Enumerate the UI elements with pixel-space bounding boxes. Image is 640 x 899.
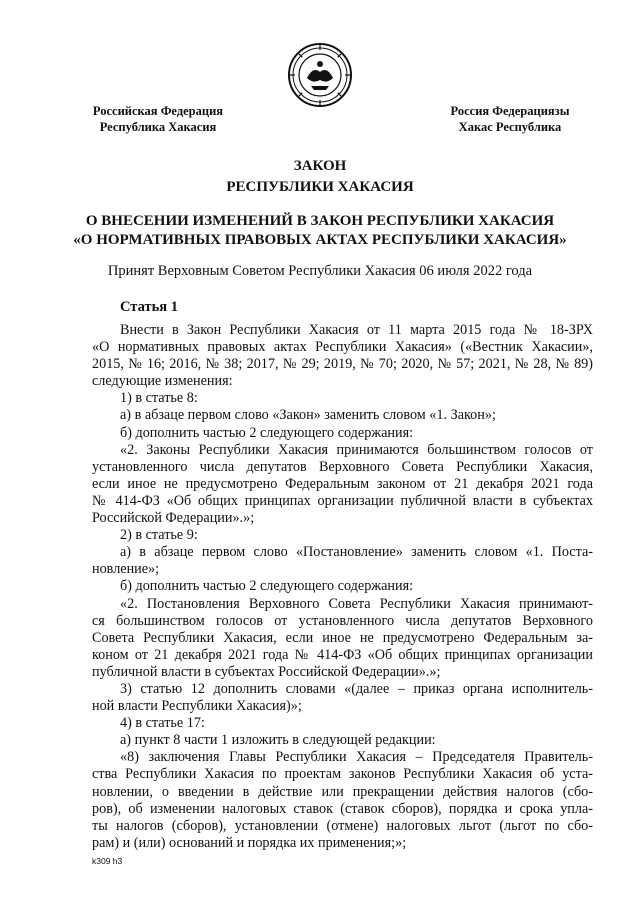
body-line: ной власти Республики Хакасия)»; [92, 698, 302, 715]
body-line: Российской Федерации».»; [92, 510, 255, 527]
body-line: б) дополнить частью 2 следующего содержания: [120, 578, 414, 595]
header-right [430, 103, 590, 135]
body-line: а) пункт 8 части 1 изложить в следующей редакции: [120, 732, 436, 749]
body-line: новление»; [92, 561, 160, 578]
body-line: «2. Постановления Верховного Совета Республики Хакасия принимают- [120, 595, 593, 612]
header-left [78, 103, 238, 135]
body-line: а) в абзаце первом слово «Закон» заменить словом «1. Закон»; [120, 407, 496, 424]
body-line: б) дополнить частью 2 следующего содержания: [120, 424, 414, 441]
title-amendment-line1: О ВНЕСЕНИИ ИЗМЕНЕНИЙ В ЗАКОН РЕСПУБЛИКИ ХАКАСИЯ [85, 213, 555, 229]
body-line: ты налогов (сборов), установлении (отмене) налоговых льгот (льгот по сбо- [92, 817, 593, 834]
body-line: следующие изменения: [92, 373, 233, 390]
body-line: «О нормативных правовых актах Республики Хакасия» («Вестник Хакасии», [92, 339, 593, 356]
footer-code: k309 h3 [92, 856, 123, 866]
header-left-line2: Республика Хакасия [99, 120, 217, 134]
title-law: ЗАКОН [293, 158, 347, 174]
title-republic: РЕСПУБЛИКИ ХАКАСИЯ [226, 179, 414, 195]
body-line: Внести в Закон Республики Хакасия от 11 марта 2015 года № 18-ЗРХ [120, 322, 593, 338]
body-line: 2015, № 16; 2016, № 38; 2017, № 29; 2019, № 70; 2020, № 57; 2021, № 28, № 89) [92, 356, 593, 373]
article-body [92, 322, 593, 852]
body-line: ров), об изменении налоговых ставок (ставок сборов), порядка и срока упла- [92, 800, 593, 817]
body-line: новлении, о введении в действие или прекращении действия налогов (сбо- [92, 783, 593, 800]
body-line: «2. Законы Республики Хакасия принимаются большинством голосов от [120, 441, 593, 458]
adopted-statement: Принят Верховным Советом Республики Хакасия 06 июля 2022 года [107, 263, 533, 279]
coat-of-arms-emblem-icon [287, 42, 353, 108]
title-amendment-line2: «О НОРМАТИВНЫХ ПРАВОВЫХ АКТАХ РЕСПУБЛИКИ ХАКАСИЯ» [73, 232, 567, 248]
body-line: 3) статью 12 дополнить словами «(далее – приказ органа исполнитель- [120, 680, 593, 697]
body-line: 2) в статье 9: [120, 527, 198, 544]
body-line: 4) в статье 17: [120, 715, 205, 732]
body-line: 1) в статье 8: [120, 390, 198, 407]
body-line: рам) и (или) оснований и порядка их применения;»; [92, 834, 407, 851]
body-line: коном от 21 декабря 2021 года № 414-ФЗ «Об общих принципах организации [92, 646, 593, 663]
body-line: ся большинством голосов от установленного числа депутатов Верховного [92, 612, 593, 629]
body-line: № 414-ФЗ «Об общих принципах организации публичной власти в субъектах [92, 492, 593, 509]
body-line: «8) заключения Главы Республики Хакасия – Председателя Правитель- [120, 749, 593, 766]
body-line: ства Республики Хакасия по проектам законов Республики Хакасия об уста- [92, 766, 593, 783]
article-heading: Статья 1 [120, 299, 178, 315]
body-line: а) в абзаце первом слово «Постановление» заменить словом «1. Поста- [120, 544, 593, 561]
body-line: установленного числа депутатов Верховного Совета Республики Хакасия, [92, 458, 593, 475]
body-line: Совета Республики Хакасия, если иное не предусмотрено Федеральным за- [92, 629, 593, 646]
body-line: публичной власти в субъектах Российской Федерации».»; [92, 663, 441, 680]
body-line: если иное не предусмотрено Федеральным законом от 21 декабря 2021 года [92, 475, 593, 492]
header-right-line1: Россия Федерациязы [450, 104, 570, 118]
header-right-line2: Хакас Республика [458, 120, 562, 134]
header-left-line1: Российская Федерация [92, 104, 224, 118]
